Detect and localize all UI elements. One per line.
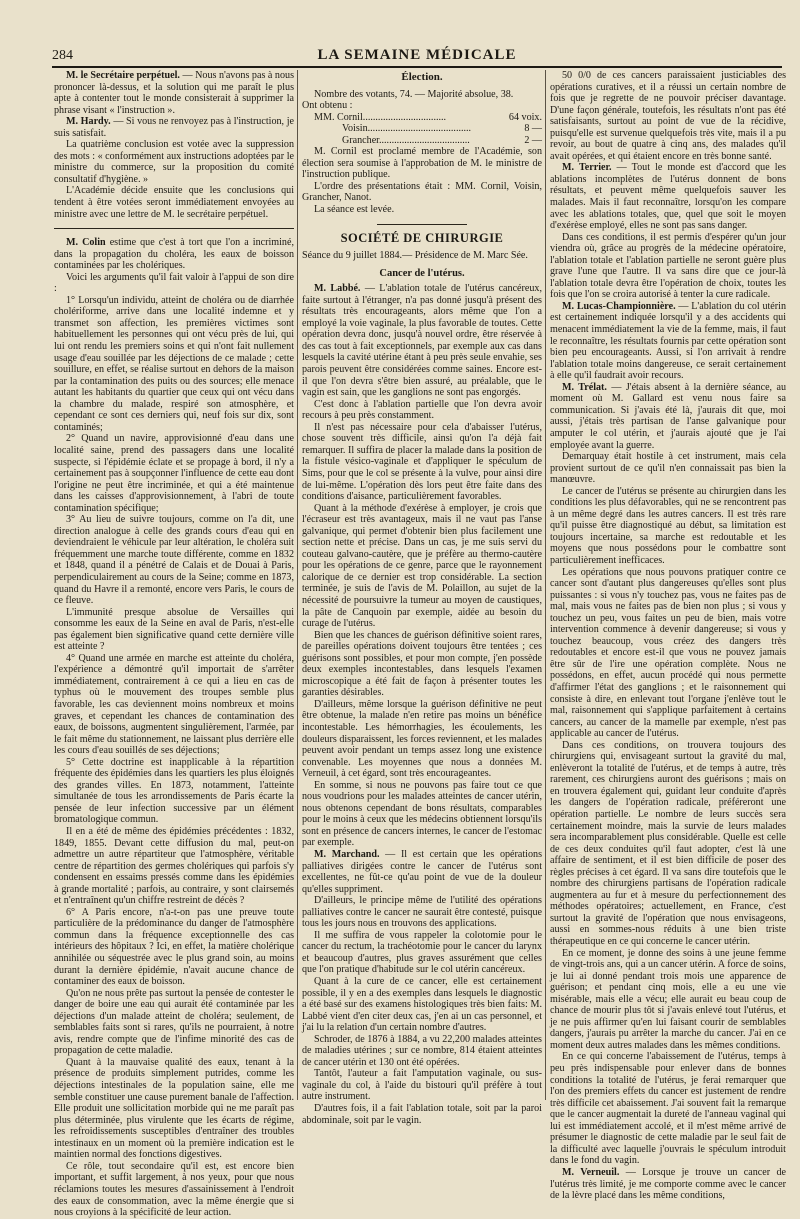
vote-count: 64 voix. — [508, 111, 542, 123]
paragraph: Qu'on ne nous prête pas surtout la pensée de contester le danger de boire une eau qui aurait été contaminée par les déjections d'un malade atteint de choléra; seulement, de semblables faits sont si rares, qu'ils ne pourraient, à notre avis, rendre compte que de l'infime minorité des cas de propagation de cette maladie. — [54, 987, 294, 1057]
paragraph: 4° Quand une armée en marche est atteinte du choléra, l'expérience a démontré qu'il importait de s'arrêter immédiatement, contrairement à ce qui a lieu en cas de typhus où le mouvement des troupes semble plus favorable, les cas deviennent moins nombreux et moins graves, et cependant les chances de contamination des eaux, de boissons, augmentent singulièrement, l'armée, par le fait même du stationnement, ne laissant plus derrière elle les cours d'eau souillés de ses déjections; — [54, 652, 294, 757]
vote-row — [302, 112, 542, 124]
paragraph: Il n'est pas nécessaire pour cela d'abaisser l'utérus, chose souvent très difficile, ainsi qu'on l'a déjà fait remarquer. Il suffira de placer la malade dans la position de la fistule vésico-vaginale et d'appliquer le spéculum de Sims, pour que le col se présente à la vulve, pour ainsi dire de lui-même. L'opération dès lors peut être faite dans des conditions d'aisance, particulièrement favorables. — [302, 421, 542, 503]
election-heading: Élection. — [401, 71, 443, 83]
paragraph-text: estime que c'est à tort que l'on a incriminé, dans la propagation du choléra, les eaux de boisson contaminées par les cholériques. — [54, 237, 294, 272]
vote-count: 2 — — [524, 134, 542, 146]
paragraph: Demarquay était hostile à cet instrument, mais cela provient surtout de ce qu'il n'en connaissait pas bien la manœuvre. — [550, 451, 786, 486]
paragraph-text: — Il est certain que les opérations palliatives dirigées contre le cancer de l'utérus sont excellentes, ne fût-ce qu'au point de vue de la douleur qu'elles suppriment. — [302, 849, 542, 895]
paragraph: M. Cornil est proclamé membre de l'Académie, son élection sera soumise à l'approbation de M. le ministre de l'instruction publique. — [302, 146, 542, 181]
paragraph: Il me suffira de vous rappeler la colotomie pour le cancer du rectum, la trachéotomie pour le cancer du larynx et beaucoup d'autres, plus graves assurément que celles que l'on pratique d'habitude sur le col utérin cancéreux. — [302, 929, 542, 976]
page-header — [52, 40, 782, 68]
paragraph: L'ordre des présentations était : MM. Cornil, Voisin, Grancher, Nanot. — [302, 180, 542, 204]
paragraph: En ce moment, je donne des soins à une jeune femme de vingt-trois ans, qui a un cancer utérin. A force de soins, je lui ai donné pendant trois mois une apparence de guérison; et pendant cinq mois, elle a eu une vie misérable, mais elle a vécu; elle aurait eu beau coup de chance de mourir plus tôt si j'avais enlevé tout l'utérus, et je ne puis affirmer qu'en lui faisant courir de semblables dangers, j'aurais pu arrêter la marche du cancer. J'ai en ce moment deux autres malades dans les mêmes conditions. — [550, 947, 786, 1051]
column-2 — [302, 70, 542, 1126]
vote-count: 8 — — [524, 123, 542, 135]
paragraph-text: — L'ablation du col utérin est certainement indiquée lorsqu'il y a des accidents qui menacent immédiatement la vie de la femme, mais, il faut le reconnaître, les résultats fournis par cette opération sont bien peu encourageants. Aussi, si l'on arrivait à rendre l'ablation totale moins dangereuse, ce serait certainement à elle qu'il faudrait avoir recours. — [550, 300, 787, 382]
paragraph: 2° Quand un navire, approvisionné d'eau dans une localité saine, prend des passagers dans une localité suspecte, si l'épidémie éclate et se propage à bord, il n'y a certainement pas à soupçonner l'influence de cette eau dont l'origine ne peut être incriminée, et qui a été maintenue dans les caisses d'approvisionnement, à l'abri de toute contamination spécifique; — [54, 433, 294, 514]
paragraph: L'immunité presque absolue de Versailles qui consomme les eaux de la Seine en aval de Paris, n'est-elle pas également bien significative quand cette dernière ville est atteinte ? — [54, 606, 294, 653]
paragraph: Bien que les chances de guérison définitive soient rares, de pareilles opérations doivent toujours être tentées ; ces guérisons sont possibles, et pour mon compte, j'en possède deux exemples incontestables, dans lesquels l'examen microscopique a été fait de façon à présenter toutes les garanties désirables. — [302, 629, 542, 699]
paragraph: Nombre des votants, 74. — Majorité absolue, 38. — [314, 88, 514, 100]
paragraph: Quant à la méthode d'exérèse à employer, je crois que l'écraseur est très avantageux, mais il ne vaut pas l'anse galvanique, qui permet d'obtenir bien plus facilement une section nette et précise. Dans un cas, je me suis servi du couteau galvano-cautère, que je préfère au thermo-cautère pour les opérations de ce genre, parce que le rayonnement calorique de ce dernier est trop considérable. La section terminée, je suis de l'avis de M. Polaillon, au sujet de la nécessité de poursuivre la tumeur au moyen de caustiques, la pâte de Canquoin par exemple, aidée au besoin du curage de l'utérus. — [302, 502, 542, 630]
paragraph: L'Académie décide ensuite que les conclusions qui tendent à être votées seront immédiatement envoyées au ministre avec une lettre de M. le secrétaire perpétuel. — [54, 185, 294, 220]
paragraph — [54, 70, 294, 116]
paragraph: Quant à la cure de ce cancer, elle est certainement possible, il y en a des exemples dans lesquels le diagnostic a été basé sur des examens histologiques très bien faits: M. Labbé vient d'en citer deux cas, j'en ai un cas personnel, et j'ai lu la relation d'un certain nombre d'autres. — [302, 976, 542, 1034]
section-rule — [377, 224, 467, 225]
paragraph: Ce rôle, tout secondaire qu'il est, est encore bien important, et suffit largement, à nos yeux, pour que nous réclamions toutes les mesures d'assainissement à l'endroit des eaux de consommation, avec la même énergie que si nous croyions à la spécificité de leur action. — [54, 1160, 294, 1219]
paragraph: D'ailleurs, même lorsque la guérison définitive ne peut être obtenue, la malade n'en retire pas moins un bénéfice incontestable. Les hémorrhagies, les écoulements, les douleurs disparaissent, les forces reviennent, et les malades peuvent avoir pendant un temps assez long une existence convenable. Les moyennes que nous a données M. Verneuil, à cet égard, sont très encourageantes. — [302, 698, 542, 780]
paragraph: 6° A Paris encore, n'a-t-on pas une preuve toute particulière de la prédominance du danger de l'atmosphère commun dans la fréquence exceptionnelle des cas intérieurs des hôpitaux ? Ici, en effet, la matière cholérique annihilée ou séquestrée avec le plus grand soin, au moins durant la dernière épidémie, n'avait aucune chance de contaminer des eaux de boisson. — [54, 906, 294, 988]
paragraph: 3° Au lieu de suivre toujours, comme on l'a dit, une direction analogue à celle des grands cours d'eau qui en deviendraient le véhicule par leur altération, le choléra suit fréquemment une marche toute différente, comme en 1832 et 1848, quand il a pénétré de Calais et de Douai à Paris, perpendiculairement au cours de la Seine; comme en 1873, quand du Havre il a remonté, encore vers Paris, le cours de ce fleuve. — [54, 514, 294, 607]
paragraph — [550, 1167, 786, 1202]
vote-row — [302, 123, 542, 135]
candidate-name: Voisin......................................... — [342, 123, 472, 135]
paragraph: D'ailleurs, le principe même de l'utilité des opérations palliatives contre le cancer ne saurait être contesté, puisque tous les jours nous en trouvons des applications. — [302, 895, 542, 930]
paragraph-text: — J'étais absent à la dernière séance, au moment où M. Gallard est venu nous faire sa communication. Si j'avais été là, j'aurais dit que, moi aussi, j'étais très partisan de l'anse galvanique pour amputer le col utérin, et j'aurais ajouté que je l'ai employée avant la guerre. — [550, 381, 786, 451]
candidate-name: Grancher.................................... — [342, 134, 470, 146]
speaker-name: M. Labbé. — [314, 283, 361, 295]
topic-heading: Cancer de l'utérus. — [379, 267, 465, 279]
speaker-name: M. Terrier. — [562, 162, 612, 174]
speaker-name: M. Lucas-Championnière. — [562, 300, 676, 312]
paragraph: La quatrième conclusion est votée avec la suppression des mots : « conformément aux instructions adoptées par le ministre du commerce, sur la proposition du comité consultatif d'hygiène. » — [54, 139, 294, 185]
column-3 — [550, 70, 787, 1202]
paragraph: Quant à la mauvaise qualité des eaux, tenant à la présence de produits simplement putrides, comme les déjections intestinales de la population saine, elle me semble constituer une cause purement banale de l'affection. Elle produit une sollicitation morbide qui ne me paraît pas plus déterminée, plus virulente que les écarts de régime, les refroidissements susceptibles d'entraîner des troubles intestinaux en un moment où la première indication est le maintien normal des fonctions digestives. — [54, 1056, 294, 1161]
paragraph: Les opérations que nous pouvons pratiquer contre ce cancer sont d'autant plus dangereuses qu'elles sont plus puissantes : si vous n'y touchez pas, vous ne faites pas de mal, mais vous ne faites pas de bien non plus ; si vous y touchez un peu, vous faites un peu de bien, mais votre intervention commence à devenir dangereuse; si vous y touchez beaucoup, vous créez des dangers très redoutables et encore est-il que vous ne pouvez jamais être sûr de l'ire une opération complète. Nous ne possédons, en effet, aucun procédé qui nous permette d'affirmer l'état des ganglions ; et le raisonnement qui consiste à dire, en enlevant tout l'organe j'enlève tout le mal, raisonnement qui s'applique parfaitement à certains cancers, au cancer de la mamelle par exemple, n'est pas applicable au cancer de l'utérus. — [550, 566, 786, 740]
paragraph — [302, 283, 542, 398]
paragraph: C'est donc à l'ablation partielle que l'on devra avoir recours à peu près constamment. — [302, 398, 542, 422]
paragraph-text: — Tout le monde est d'accord que les ablations incomplètes de l'utérus donnent de bons résultats, et peuvent même quelquefois sauver les malades. Mais il faut reconnaître, lorsqu'on les compare avec les ablations totales, que, quel que soit le moyen d'exérèse employé, elles ne sont pas sans danger. — [550, 162, 786, 232]
paragraph: Voici les arguments qu'il fait valoir à l'appui de son dire : — [54, 271, 294, 295]
paragraph: Dans ces conditions, il est permis d'espérer qu'un jour viendra où, grâce au progrès de la médecine opératoire, l'ablation totale et l'ablation partielle ne seront guère plus grave l'une que l'autre. Il va sans dire que ce jour-là l'ablation totale devra être l'opération de choix, toutes les fois que l'on se croira autorisé à tenter la cure radicale. — [550, 231, 786, 301]
paragraph — [550, 162, 786, 231]
paragraph: La séance est levée. — [314, 204, 395, 216]
paragraph — [54, 116, 294, 139]
paragraph — [550, 382, 786, 451]
session-line: Séance du 9 juillet 1884.— Présidence de M. Marc Sée. — [302, 250, 528, 262]
vote-row — [302, 135, 542, 147]
paragraph: 1° Lorsqu'un individu, atteint de choléra ou de diarrhée cholériforme, arrive dans une localité indemne et y transmet son affection, les premières victimes sont habituellement les personnes qui ont vécu près de lui, qui lui ont rendu les premiers soins et qui n'ont fait nullement usage d'eau souillée par les déjections de ce malade ; cette souillure, en effet, se réalise surtout en dehors de la maison par la contamination des puits ou des sources; elle menace autant les habitants du quartier que ceux qui ont vécu dans la chambre du malade, respiré son atmosphère, et cependant ce sont ces derniers qui, neuf fois sur dix, sont contaminés; — [54, 294, 294, 433]
paragraph: Le cancer de l'utérus se présente au chirurgien dans les conditions les plus défavorables, qui ne se rencontrent pas à un même degré dans les autres cancers. Il est très rare qu'il puisse être diagnostiqué au début, sa limitation est toujours incertaine, sa marche est redoutable et les moyens que nous possédons pour le combattre sont particulièrement inefficaces. — [550, 485, 786, 566]
speaker-name: M. Marchand. — [314, 849, 380, 860]
paragraph-text: — L'ablation totale de l'utérus cancéreux, faite surtout à l'étranger, n'a pas donné jusqu'à présent des résultats très encourageants, alors même que l'on a employé la voie vaginale, la plus favorable de toutes. Cette opération devra donc, jusqu'à nouvel ordre, être réservée à des cas tout à fait exceptionnels, par exemple aux cas dans lesquels la cavité utérine étant à peu près seule envahie, ses parois peuvent être considérées comme saines. Encore est-il que l'on devra s'être bien assuré, au préalable, que le vagin est sain, que les ganglions ne sont pas engorgés. — [302, 283, 542, 399]
speaker-name: M. Colin — [66, 237, 106, 249]
paragraph — [302, 849, 542, 895]
speaker-name: M. Trélat. — [562, 381, 607, 393]
paragraph: 5° Cette doctrine est inapplicable à la répartition fréquente des épidémies dans les quartiers les plus éloignés des grandes villes. En 1873, notamment, l'atteinte simultanée de tous les arrondissements de Paris écarte la pensée de leur infection successive par un élément bromatologique commun. — [54, 756, 294, 826]
paragraph: Tantôt, l'auteur a fait l'amputation vaginale, ou sus-vaginale du col, à l'aide du bistouri qu'il préfère à tout autre instrument. — [302, 1068, 542, 1103]
journal-title: LA SEMAINE MÉDICALE — [317, 47, 517, 63]
speaker-name: M. le Secrétaire perpétuel. — [66, 70, 180, 81]
paragraph: Ont obtenu : — [302, 100, 353, 112]
paragraph: En ce qui concerne l'abaissement de l'utérus, temps à peu près indispensable pour enlever dans de bonnes conditions la totalité de l'utérus, je ferai remarquer que l'on des premiers effets du cancer est justement de rendre très difficile cet abaissement. J'ai souvent fait la remarque que le cancer augmentait la dureté de l'anneau vaginal qui lui est immédiatement accolé, et il m'est même arrivé de présumer le diagnostic de cette maladie par le seul fait de la difficulté avec laquelle j'ouvrais le spéculum introduit dans le fond du vagin. — [550, 1051, 786, 1167]
paragraph-text: — Nous n'avons pas à nous prononcer là-dessus, et la solution qui me paraît le plus apte à contenter tout le monde consisterait à supprimer la phrase visant « l'instruction ». — [54, 70, 294, 116]
paragraph — [54, 237, 294, 272]
paragraph-text: — Si vous ne renvoyez pas à l'instruction, je suis satisfait. — [54, 116, 294, 139]
paragraph — [550, 301, 786, 382]
column-1 — [54, 70, 294, 1219]
section-rule — [54, 228, 294, 229]
speaker-name: M. Hardy. — [66, 116, 111, 128]
speaker-name: M. Verneuil. — [562, 1166, 620, 1178]
paragraph: En somme, si nous ne pouvons pas faire tout ce que nous voudrions pour les malades atteintes de cancer utérin, nous obtenons cependant de bons résultats, comparables pour le moins à ceux que les médecins obtiennent lorsqu'ils sont en présence de cancers internes, le cancer de l'estomac par exemple. — [302, 779, 542, 849]
paragraph-text: — Lorsque je trouve un cancer de l'utérus très limité, je me comporte comme avec le cancer de la lèvre placé dans les même conditions, — [550, 1166, 787, 1202]
paragraph: Schroder, de 1876 à 1884, a vu 22,200 malades atteintes de maladies utérines ; sur ce nombre, 814 étaient atteintes de cancer utérin et 130 ont été opérées. — [302, 1033, 542, 1068]
candidate-name: MM. Cornil................................. — [314, 111, 447, 123]
page-number: 284 — [52, 48, 73, 63]
paragraph: Il en a été de même des épidémies précédentes : 1832, 1849, 1855. Devant cette diffusion du mal, peut-on admettre un autre répartiteur que l'atmosphère, véritable centre de répartition des germes cholériques qui parfois s'y condensent en essaims pressés comme dans les épidémies à grande mortalité ; parfois, au contraire, y sont clairsemés et n'entraînent qu'un chiffre restreint de décès ? — [54, 826, 294, 907]
society-heading: SOCIÉTÉ DE CHIRURGIE — [340, 230, 504, 245]
column-divider-1 — [297, 70, 298, 1100]
paragraph: Dans ces conditions, on trouvera toujours des chirurgiens qui, envisageant surtout la gravité du mal, enlèveront la totalité de l'utérus, et de temps à autre, très rarement, ces chirurgiens auront des guérisons ; mais on en trouvera également qui, guidant leur conduite d'après les dangers de l'opération radicale, préféreront une opération partielle. Le nombre de leurs succès sera certainement moindre, mais la survie de leurs malades sera incomparablement plus considérable. Quelle est celle de ces deux conduites qu'il faut adopter, c'est là une affaire de sentiment, et il est bien difficile de poser des règles précises à cet égard. Il va sans dire toutefois que le nombre des chirurgiens partisans de l'opération radicale augmentera au fur et à mesure du perfectionnement des méthodes opératoires; actuellement, en France, c'est surtout la gravité de l'opération que nous envisageons, aussi en sommes-nous réduits à une bien triste thérapeutique en ce qui concerne le cancer utérin. — [550, 739, 786, 948]
paragraph: 50 0/0 de ces cancers paraissaient justiciables des opérations curatives, et il a réussi un certain nombre de fois que je regrette de ne pouvoir préciser davantage. D'une façon générale, toutefois, les résultats n'ont pas été satisfaisants, surtout au point de vue de la récidive, puisqu'elle est survenue quelquefois très vite, mais il a pu revoir, au bout de quatre à cinq ans, des malades qu'il avait opérées, et qui étaient encore en très bonne santé. — [550, 70, 786, 162]
paragraph: D'autres fois, il a fait l'ablation totale, soit par la paroi abdominale, soit par le vagin. — [302, 1103, 542, 1126]
column-divider-2 — [545, 70, 546, 1100]
